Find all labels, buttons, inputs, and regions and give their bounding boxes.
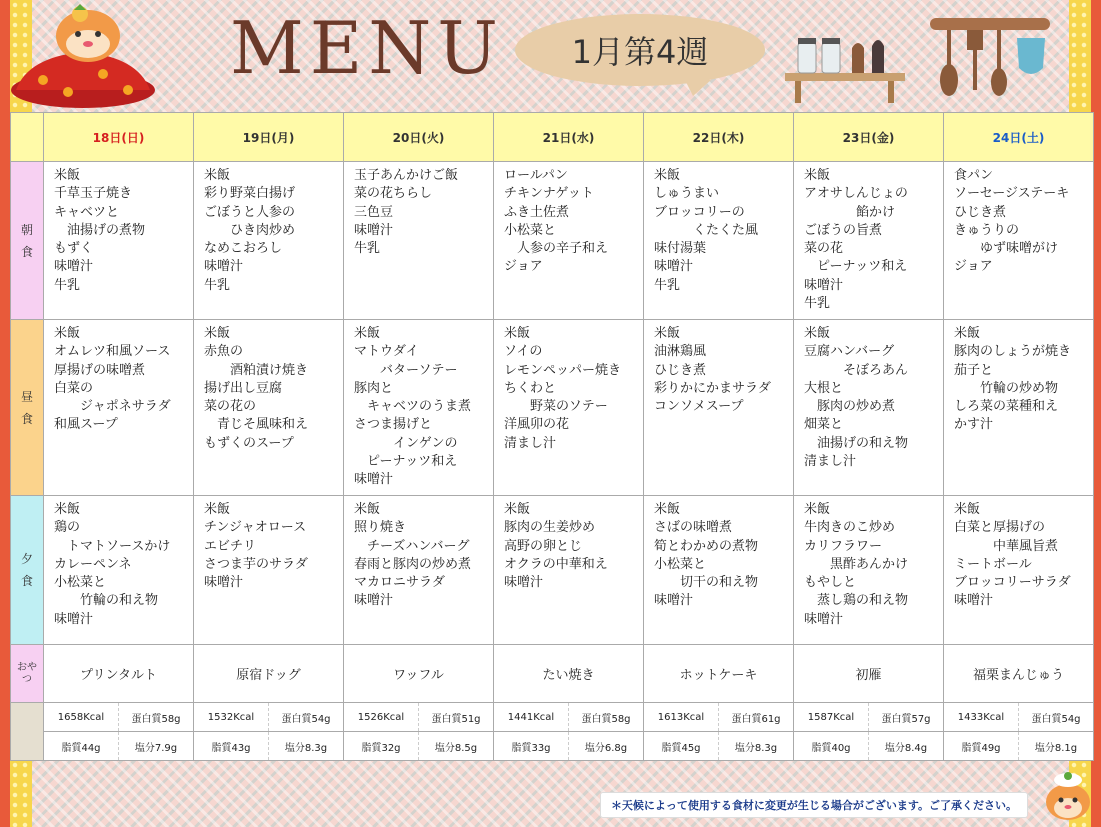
lunch-cell: 米飯 豆腐ハンバーグ そぼろあん 大根と 豚肉の炒め煮 畑菜と 油揚げの和え物 清まし汁 xyxy=(794,320,944,496)
utensil-rack-icon xyxy=(925,8,1055,108)
snack-cell: ワッフル xyxy=(344,645,494,703)
nutrition-cell xyxy=(944,732,1094,761)
protein-value: 蛋白質54g xyxy=(268,703,343,731)
lunch-cell: 米飯 豚肉のしょうが焼き 茄子と 竹輪の炒め物 しろ菜の菜種和え かす汁 xyxy=(944,320,1094,496)
salt-value: 塩分8.4g xyxy=(868,732,943,760)
kcal-value: 1441Kcal xyxy=(507,711,555,723)
day-header: 23日(金) xyxy=(794,113,944,162)
nutrition-cell xyxy=(194,703,344,732)
nutrition-label xyxy=(11,703,44,761)
day-header: 20日(火) xyxy=(344,113,494,162)
salt-value: 塩分8.3g xyxy=(268,732,343,760)
lunch-row xyxy=(11,320,1094,496)
kcal-value: 1613Kcal xyxy=(657,711,705,723)
nutrition-cell xyxy=(194,732,344,761)
dinner-cell: 米飯 牛肉きのこ炒め カリフラワー 黒酢あんかけ もやしと 蒸し鶏の和え物 味噌汁 xyxy=(794,496,944,645)
dinner-row xyxy=(11,496,1094,645)
snack-row xyxy=(11,645,1094,703)
kcal-value: 1433Kcal xyxy=(957,711,1005,723)
fat-value: 脂質49g xyxy=(961,742,1001,754)
snack-cell: 原宿ドッグ xyxy=(194,645,344,703)
salt-value: 塩分7.9g xyxy=(118,732,193,760)
dinner-cell: 米飯 チンジャオロース エビチリ さつま芋のサラダ 味噌汁 xyxy=(194,496,344,645)
kcal-value: 1526Kcal xyxy=(357,711,405,723)
lunch-cell: 米飯 油淋鶏風 ひじき煮 彩りかにかまサラダ コンソメスープ xyxy=(644,320,794,496)
dinner-cell: 米飯 鶏の トマトソースかけ カレーペンネ 小松菜と 竹輪の和え物 味噌汁 xyxy=(44,496,194,645)
corner-cell xyxy=(11,113,44,162)
protein-value: 蛋白質58g xyxy=(568,703,643,731)
nutrition-cell xyxy=(44,703,194,732)
day-header-row xyxy=(11,113,1094,162)
nutrition-cell xyxy=(644,703,794,732)
snack-cell: 福栗まんじゅう xyxy=(944,645,1094,703)
snack-cell: プリンタルト xyxy=(44,645,194,703)
lunch-cell: 米飯 オムレツ和風ソース 厚揚げの味噌煮 白菜の ジャポネサラダ 和風スープ xyxy=(44,320,194,496)
fat-value: 脂質43g xyxy=(211,742,251,754)
spice-shelf-icon xyxy=(780,18,910,108)
nutrition-cell xyxy=(494,732,644,761)
dinner-label: 夕 食 xyxy=(11,496,44,645)
day-header: 19日(月) xyxy=(194,113,344,162)
mascot-small-icon xyxy=(1040,768,1096,826)
snack-label: おや つ xyxy=(11,645,44,703)
header xyxy=(0,0,1101,112)
breakfast-cell: 米飯 千草玉子焼き キャベツと 油揚げの煮物 もずく 味噌汁 牛乳 xyxy=(44,162,194,320)
salt-value: 塩分6.8g xyxy=(568,732,643,760)
protein-value: 蛋白質54g xyxy=(1018,703,1093,731)
fat-value: 脂質33g xyxy=(511,742,551,754)
protein-value: 蛋白質61g xyxy=(718,703,793,731)
lunch-cell: 米飯 赤魚の 酒粕漬け焼き 揚げ出し豆腐 菜の花の 青じそ風味和え もずくのスープ xyxy=(194,320,344,496)
page-title: MENU xyxy=(230,6,504,90)
day-header: 18日(日) xyxy=(44,113,194,162)
nutrition-cell xyxy=(494,703,644,732)
breakfast-row xyxy=(11,162,1094,320)
protein-value: 蛋白質58g xyxy=(118,703,193,731)
day-header: 24日(土) xyxy=(944,113,1094,162)
fat-value: 脂質32g xyxy=(361,742,401,754)
breakfast-cell: 米飯 アオサしんじょの 餡かけ ごぼうの旨煮 菜の花 ピーナッツ和え 味噌汁 牛乳 xyxy=(794,162,944,320)
kcal-value: 1532Kcal xyxy=(207,711,255,723)
nutrition-cell xyxy=(794,732,944,761)
protein-value: 蛋白質57g xyxy=(868,703,943,731)
lunch-cell: 米飯 マトウダイ バターソテー 豚肉と キャベツのうま煮 さつま揚げと インゲンの ピーナッツ和え 味噌汁 xyxy=(344,320,494,496)
nutrition-cell xyxy=(344,732,494,761)
salt-value: 塩分8.1g xyxy=(1018,732,1093,760)
breakfast-cell: 米飯 しゅうまい ブロッコリーの くたくた風 味付湯葉 味噌汁 牛乳 xyxy=(644,162,794,320)
dinner-cell: 米飯 白菜と厚揚げの 中華風旨煮 ミートボール ブロッコリーサラダ 味噌汁 xyxy=(944,496,1094,645)
fat-value: 脂質40g xyxy=(811,742,851,754)
day-header: 21日(水) xyxy=(494,113,644,162)
fat-value: 脂質44g xyxy=(61,742,101,754)
mascot-kotatsu-icon xyxy=(8,2,158,110)
dinner-cell: 米飯 さばの味噌煮 筍とわかめの煮物 小松菜と 切干の和え物 味噌汁 xyxy=(644,496,794,645)
nutrition-row-2 xyxy=(11,732,1094,761)
protein-value: 蛋白質51g xyxy=(418,703,493,731)
week-badge: 1月第4週 xyxy=(515,14,765,86)
lunch-label: 昼 食 xyxy=(11,320,44,496)
nutrition-cell xyxy=(44,732,194,761)
salt-value: 塩分8.5g xyxy=(418,732,493,760)
dinner-cell: 米飯 豚肉の生姜炒め 高野の卵とじ オクラの中華和え 味噌汁 xyxy=(494,496,644,645)
salt-value: 塩分8.3g xyxy=(718,732,793,760)
lunch-cell: 米飯 ソイの レモンペッパー焼き ちくわと 野菜のソテー 洋風卯の花 清まし汁 xyxy=(494,320,644,496)
kcal-value: 1587Kcal xyxy=(807,711,855,723)
fat-value: 脂質45g xyxy=(661,742,701,754)
breakfast-cell: ロールパン チキンナゲット ふき土佐煮 小松菜と 人参の辛子和え ジョア xyxy=(494,162,644,320)
breakfast-cell: 食パン ソーセージステーキ ひじき煮 きゅうりの ゆず味噌がけ ジョア xyxy=(944,162,1094,320)
breakfast-label: 朝 食 xyxy=(11,162,44,320)
menu-table xyxy=(10,112,1094,761)
snack-cell: たい焼き xyxy=(494,645,644,703)
nutrition-cell xyxy=(644,732,794,761)
left-border-strip xyxy=(0,0,10,827)
kcal-value: 1658Kcal xyxy=(57,711,105,723)
breakfast-cell: 玉子あんかけご飯 菜の花ちらし 三色豆 味噌汁 牛乳 xyxy=(344,162,494,320)
nutrition-cell xyxy=(794,703,944,732)
nutrition-cell xyxy=(344,703,494,732)
nutrition-row-1 xyxy=(11,703,1094,732)
footer-note: ＊天候によって使用する食材に変更が生じる場合がございます。ご了承ください。 xyxy=(600,792,1028,818)
snack-cell: 初雁 xyxy=(794,645,944,703)
snack-cell: ホットケーキ xyxy=(644,645,794,703)
dinner-cell: 米飯 照り焼き チーズハンバーグ 春雨と豚肉の炒め煮 マカロニサラダ 味噌汁 xyxy=(344,496,494,645)
breakfast-cell: 米飯 彩り野菜白揚げ ごぼうと人参の ひき肉炒め なめこおろし 味噌汁 牛乳 xyxy=(194,162,344,320)
day-header: 22日(木) xyxy=(644,113,794,162)
nutrition-cell xyxy=(944,703,1094,732)
